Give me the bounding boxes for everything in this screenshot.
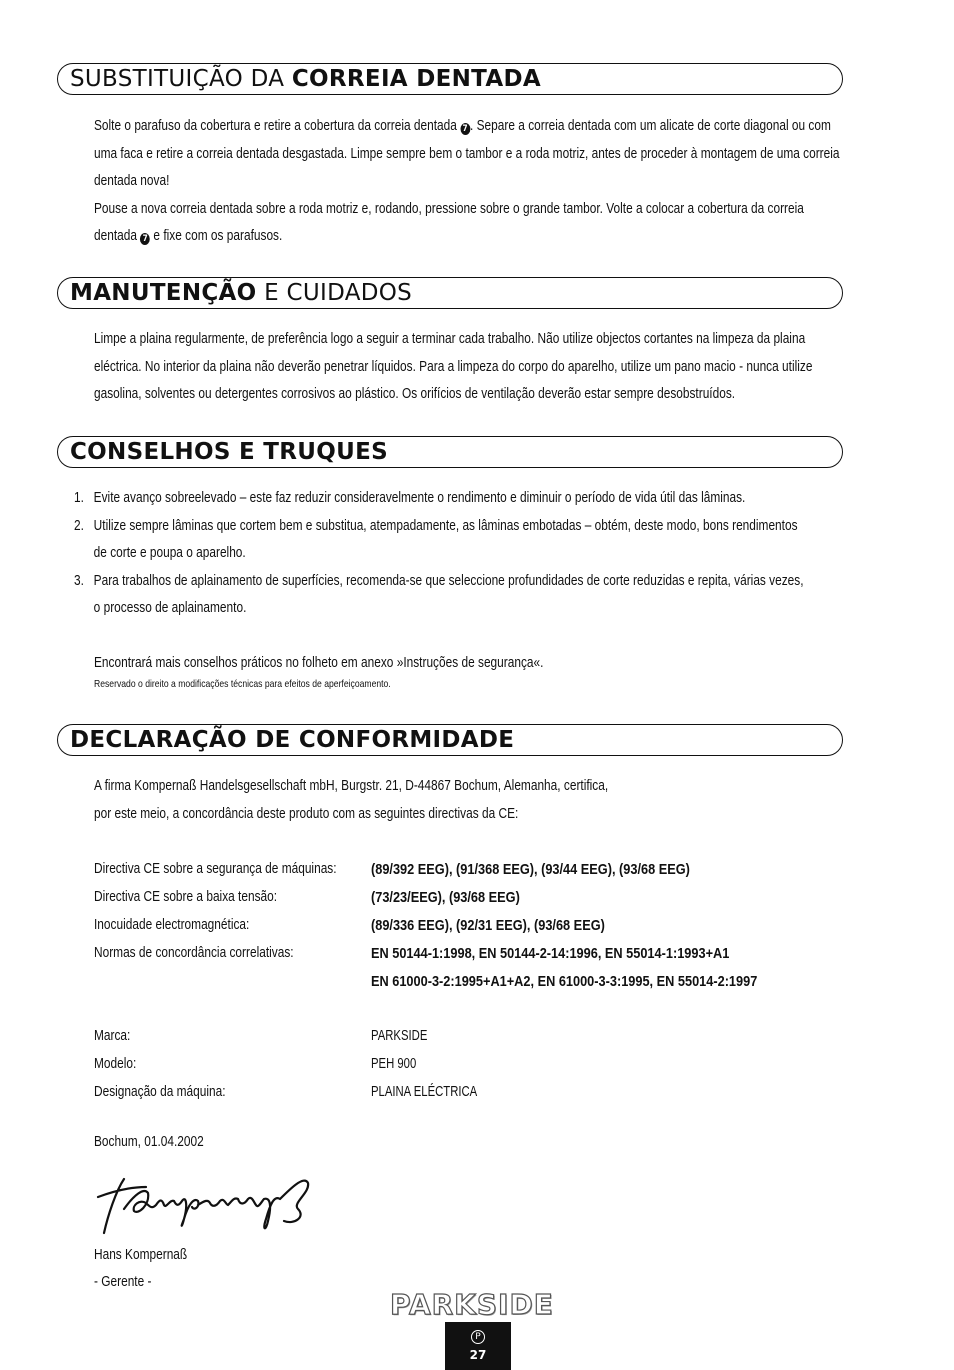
- section-title: CONSELHOS E TRUQUES: [70, 439, 388, 465]
- product-label: Marca:: [94, 1028, 131, 1044]
- product-value: PEH 900: [371, 1056, 417, 1072]
- page-number-box: [445, 1322, 511, 1370]
- page-number: 27: [469, 1348, 487, 1362]
- product-value: PLAINA ELÉCTRICA: [371, 1084, 478, 1100]
- belt-paragraph: Solte o parafuso da cobertura e retire a cobertura da correia dentada 7 . Separe a correia dentada com um alicate de corte diagonal ou com uma faca e retire a correia dentada desgastada. Limpe sempre bem o tambor e a roda motriz, antes de proceder à montagem de uma correia dentada nova! Pouse a nova correia dentada sobre a roda motriz e, rodando, pressione sobre o grande tambor. Volte a colocar a cobertura da correia dentada 7 e fixe com os parafusos.: [94, 118, 840, 244]
- section-header-tips: [57, 436, 843, 468]
- directive-value: (73/23/EEG), (93/68 EEG): [371, 889, 520, 906]
- figure-ref-icon: 7: [140, 233, 150, 245]
- section-header-conformity: [57, 724, 843, 756]
- list-item: 2. Utilize sempre lâminas que cortem bem e substitua, atempadamente, as lâminas embotadas – obtém, deste modo, bons rendimentos de corte e poupa o aparelho.: [74, 517, 798, 561]
- reserved-note: Reservado o direito a modificações técnicas para efeitos de aperfeiçoamento.: [94, 678, 391, 690]
- directive-value: EN 50144-1:1998, EN 50144-2-14:1996, EN 55014-1:1993+A1: [371, 945, 730, 962]
- directive-value: (89/392 EEG), (91/368 EEG), (93/44 EEG), (93/68 EEG): [371, 861, 690, 878]
- signer-name: Hans Kompernaß: [94, 1247, 188, 1263]
- section-header-belt: [57, 63, 843, 95]
- signer-role: - Gerente -: [94, 1274, 152, 1290]
- list-item: 3. Para trabalhos de aplainamento de superfícies, recomenda-se que seleccione profundidades de corte reduzidas e repita, várias vezes, o processo de aplainamento.: [74, 572, 804, 616]
- tips-more: Encontrará mais conselhos práticos no folheto em anexo »Instruções de segurança«.: [94, 655, 544, 671]
- section-title: DECLARAÇÃO DE CONFORMIDADE: [70, 727, 515, 753]
- directive-label: Directiva CE sobre a baixa tensão:: [94, 889, 278, 905]
- parkside-logo: PARKSIDE: [390, 1288, 554, 1321]
- signature-image: [94, 1165, 334, 1240]
- conformity-intro: A firma Kompernaß Handelsgesellschaft mbH, Burgstr. 21, D-44867 Bochum, Alemanha, certifica, por este meio, a concordância deste produto com as seguintes directivas da CE:: [94, 778, 609, 822]
- list-item: 1. Evite avanço sobreelevado – este faz reduzir consideravelmente o rendimento e diminuir o período de vida útil das lâminas.: [74, 490, 746, 506]
- directive-label: Normas de concordância correlativas:: [94, 945, 294, 961]
- maintenance-paragraph: Limpe a plaina regularmente, de preferência logo a seguir a terminar cada trabalho. Não utilize objectos cortantes na limpeza da plaina eléctrica. No interior da plaina não deverão penetrar líquidos. Para a limpeza do corpo do aparelho, utilize um pano macio - nunca utilize gasolina, solventes ou detergentes corrosivos ao plástico. Os orifícios de ventilação deverão estar sempre desobstruídos.: [94, 331, 813, 402]
- directive-label: Inocuidade electromagnética:: [94, 917, 250, 933]
- figure-ref-icon: 7: [460, 123, 470, 135]
- directive-label: Directiva CE sobre a segurança de máquinas:: [94, 861, 337, 877]
- product-value: PARKSIDE: [371, 1028, 428, 1044]
- product-label: Modelo:: [94, 1056, 137, 1072]
- section-header-maintenance: [57, 277, 843, 309]
- section-title: MANUTENÇÃO E CUIDADOS: [70, 280, 413, 306]
- language-badge: P: [471, 1330, 485, 1344]
- tips-list: [74, 485, 804, 623]
- product-label: Designação da máquina:: [94, 1084, 226, 1100]
- directive-value: EN 61000-3-2:1995+A1+A2, EN 61000-3-3:1995, EN 55014-2:1997: [371, 973, 758, 990]
- directive-value: (89/336 EEG), (92/31 EEG), (93/68 EEG): [371, 917, 605, 934]
- section-title: SUBSTITUIÇÃO DA CORREIA DENTADA: [70, 66, 541, 92]
- place-date: Bochum, 01.04.2002: [94, 1134, 204, 1150]
